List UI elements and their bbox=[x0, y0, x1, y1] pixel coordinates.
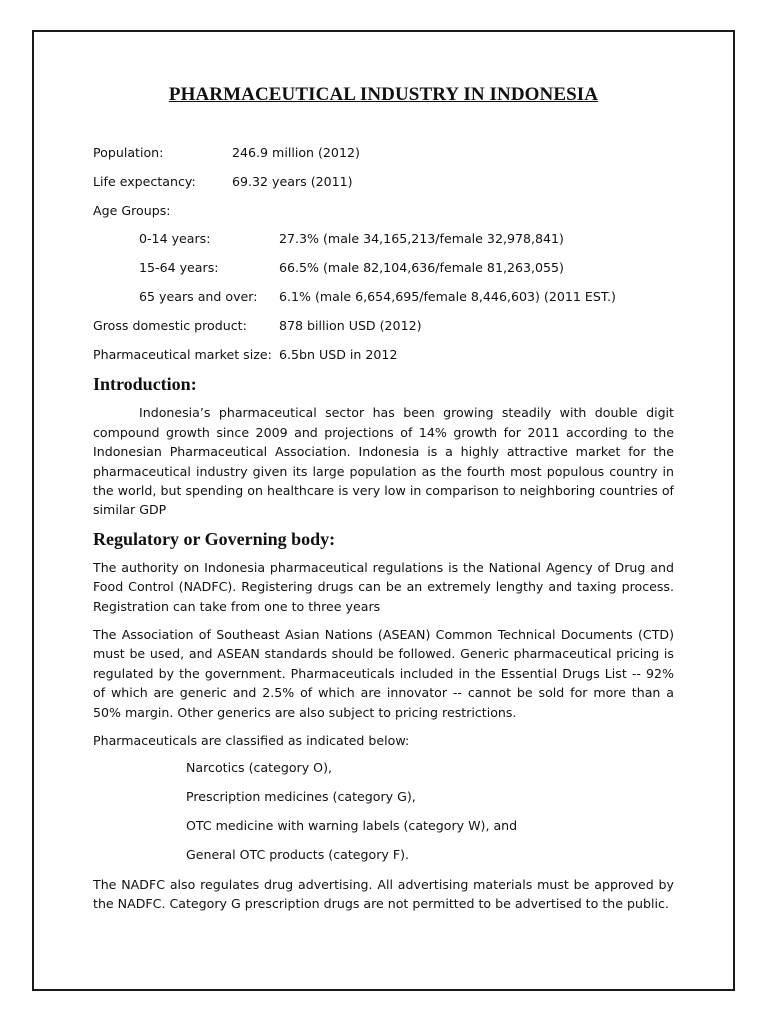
fact-label: Population: bbox=[93, 145, 164, 160]
advertising-paragraph: The NADFC also regulates drug advertising. All advertising materials must be approved by the NADFC. Category G prescription drugs are not permitted to be advertised to the public. bbox=[93, 876, 674, 912]
document-body bbox=[93, 84, 674, 922]
fact-value: 246.9 million (2012) bbox=[232, 145, 360, 160]
fact-age-groups-heading bbox=[93, 202, 674, 220]
fact-market-size bbox=[93, 346, 674, 364]
fact-population bbox=[93, 144, 674, 162]
fact-age-15-64 bbox=[93, 259, 674, 277]
regulatory-paragraph: Pharmaceuticals are classified as indicated below: bbox=[93, 733, 410, 749]
fact-label: Life expectancy: bbox=[93, 173, 196, 189]
fact-value: 6.5bn USD in 2012 bbox=[279, 346, 398, 362]
fact-value: 878 billion USD (2012) bbox=[279, 317, 422, 333]
regulatory-heading: Regulatory or Governing body: bbox=[93, 528, 336, 549]
classification-list bbox=[93, 759, 674, 863]
fact-label: Pharmaceutical market size: bbox=[93, 346, 272, 362]
classification-item: General OTC products (category F). bbox=[186, 846, 410, 862]
fact-value: 69.32 years (2011) bbox=[232, 173, 353, 189]
fact-gdp bbox=[93, 317, 674, 335]
fact-label: 0-14 years: bbox=[139, 231, 211, 247]
fact-value: 66.5% (male 82,104,636/female 81,263,055) bbox=[279, 260, 564, 276]
regulatory-paragraph: The Association of Southeast Asian Nations (ASEAN) Common Technical Documents (CTD) must be used, and ASEAN standards should be followed. Generic pharmaceutical pricing is regulated by the government. Pharmaceuticals included in the Essential Drugs List -- 92% of which are generic and 2.5% of which are innovator -- cannot be sold for more than a 50% margin. Other generics are also subject to pricing restrictions. bbox=[93, 627, 674, 720]
fact-age-0-14 bbox=[93, 230, 674, 248]
fact-age-65-over bbox=[93, 288, 674, 306]
classification-item: Prescription medicines (category G), bbox=[186, 789, 416, 805]
regulatory-paragraph: The authority on Indonesia pharmaceutical regulations is the National Agency of Drug and Food Control (NADFC). Registering drugs can be an extremely lengthy and taxing process. Registration can take from one to three years bbox=[93, 559, 674, 614]
fact-label: Gross domestic product: bbox=[93, 317, 247, 333]
fact-life-expectancy bbox=[93, 173, 674, 191]
fact-value: 27.3% (male 34,165,213/female 32,978,841) bbox=[279, 231, 564, 247]
document-title: PHARMACEUTICAL INDUSTRY IN INDONESIA bbox=[168, 84, 599, 105]
introduction-heading: Introduction: bbox=[93, 374, 197, 395]
classification-item: Narcotics (category O), bbox=[186, 760, 332, 776]
fact-label: 15-64 years: bbox=[139, 260, 219, 276]
classification-item: OTC medicine with warning labels (category W), and bbox=[186, 818, 518, 834]
fact-label: Age Groups: bbox=[93, 202, 171, 218]
fact-value: 6.1% (male 6,654,695/female 8,446,603) (2011 EST.) bbox=[279, 288, 616, 304]
introduction-paragraph: Indonesia’s pharmaceutical sector has been growing steadily with double digit compound growth since 2009 and projections of 14% growth for 2011 according to the Indonesian Pharmaceutical Association. Indonesia is a highly attractive market for the pharmaceutical industry given its large population as the fourth most populous country in the world, but spending on healthcare is very low in comparison to neighboring countries of similar GDP bbox=[93, 405, 674, 518]
fact-label: 65 years and over: bbox=[139, 288, 258, 304]
